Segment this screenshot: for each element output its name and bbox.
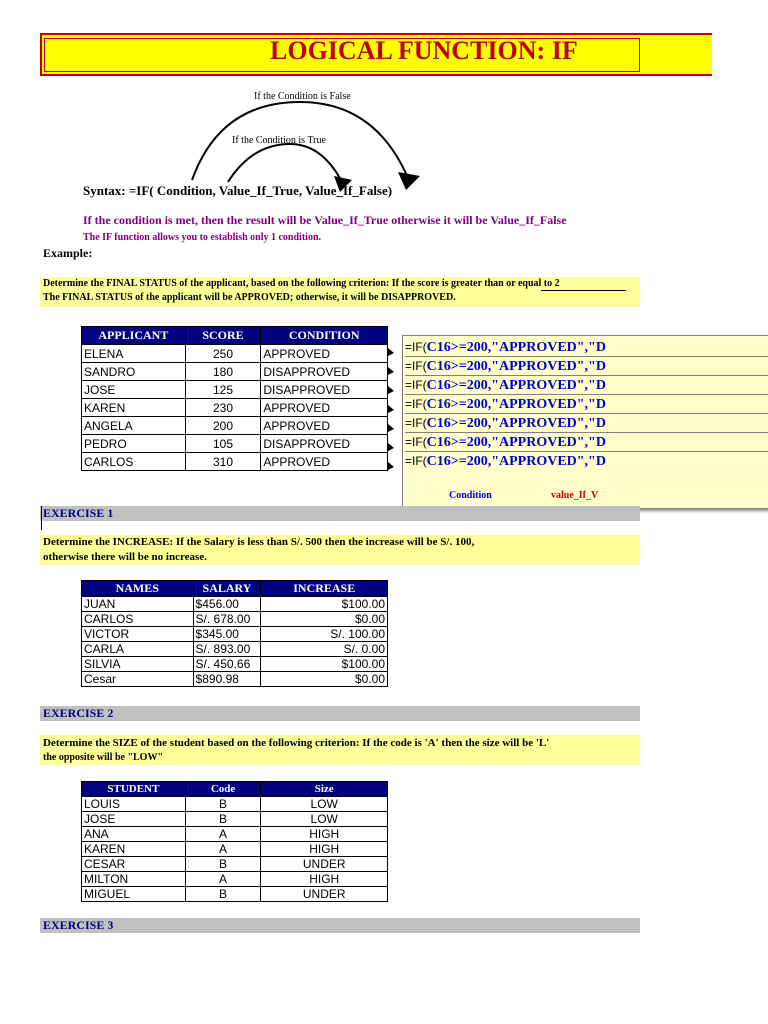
applicant-table — [81, 326, 388, 471]
cell[interactable]: $345.00 — [193, 627, 261, 642]
cell[interactable]: A — [185, 827, 261, 842]
cell-cursor-line — [41, 506, 42, 530]
cell[interactable]: JUAN — [82, 597, 194, 612]
cell[interactable]: UNDER — [261, 857, 388, 872]
formula-body: C16>=200,"APPROVED","D — [426, 378, 606, 393]
salary-table — [81, 580, 388, 687]
student-table — [81, 781, 388, 902]
cell[interactable]: $890.98 — [193, 672, 261, 687]
formula-body: C16>=200,"APPROVED","D — [426, 416, 606, 431]
formula-prefix: =IF( — [405, 435, 427, 449]
cell[interactable]: B — [185, 887, 261, 902]
cell[interactable]: APPROVED — [261, 345, 388, 363]
cell[interactable]: SILVIA — [82, 657, 194, 672]
table-row — [82, 857, 388, 872]
table-row — [82, 381, 388, 399]
table-row — [82, 345, 388, 363]
table-row — [82, 642, 388, 657]
cell[interactable]: 125 — [185, 381, 261, 399]
cell[interactable]: HIGH — [261, 872, 388, 887]
table-row — [82, 435, 388, 453]
exercise-2-criterion-1: Determine the SIZE of the student based on the following criterion: If the code is 'A' then the size will be 'L' — [43, 737, 550, 749]
cell[interactable]: DISAPPROVED — [261, 363, 388, 381]
formula-row — [405, 395, 768, 414]
cell[interactable]: 200 — [185, 417, 261, 435]
cell[interactable]: HIGH — [261, 827, 388, 842]
cell[interactable]: SANDRO — [82, 363, 186, 381]
cell[interactable]: LOW — [261, 812, 388, 827]
cell[interactable]: 105 — [185, 435, 261, 453]
table-row — [82, 417, 388, 435]
exercise-3-label: EXERCISE 3 — [43, 918, 114, 932]
table-row — [82, 887, 388, 902]
exercise-1-label: EXERCISE 1 — [43, 506, 114, 520]
col-condition-header: CONDITION — [261, 327, 388, 345]
cell[interactable]: S/. 100.00 — [261, 627, 388, 642]
explanation-1: If the condition is met, then the result will be Value_If_True otherwise it will be Value_If_False — [83, 213, 567, 227]
cell[interactable]: 180 — [185, 363, 261, 381]
cell[interactable]: S/. 893.00 — [193, 642, 261, 657]
cell[interactable]: CARLA — [82, 642, 194, 657]
cell[interactable]: ANA — [82, 827, 186, 842]
exercise-2-criterion-2: the opposite will be "LOW" — [43, 752, 163, 763]
formula-body: C16>=200,"APPROVED","D — [426, 454, 606, 469]
cell[interactable]: APPROVED — [261, 417, 388, 435]
formula-body: C16>=200,"APPROVED","D — [426, 397, 606, 412]
cell[interactable]: APPROVED — [261, 399, 388, 417]
cell[interactable]: B — [185, 797, 261, 812]
table-row — [82, 657, 388, 672]
cell[interactable]: LOW — [261, 797, 388, 812]
col-code-header: Code — [185, 782, 261, 797]
cell[interactable]: $456.00 — [193, 597, 261, 612]
pointer-icon — [388, 424, 394, 432]
formula-row — [405, 357, 768, 376]
cell[interactable]: S/. 678.00 — [193, 612, 261, 627]
cell[interactable]: CARLOS — [82, 453, 186, 471]
pointer-icon — [388, 462, 394, 470]
cell[interactable]: $0.00 — [261, 612, 388, 627]
cell[interactable]: A — [185, 842, 261, 857]
formula-row — [405, 376, 768, 395]
table-row — [82, 453, 388, 471]
cell[interactable]: $100.00 — [261, 597, 388, 612]
cell[interactable]: B — [185, 857, 261, 872]
example-label: Example: — [43, 246, 93, 260]
pointer-icon — [388, 405, 394, 413]
cell[interactable]: LOUIS — [82, 797, 186, 812]
cell[interactable]: KAREN — [82, 399, 186, 417]
example-criterion-2: The FINAL STATUS of the applicant will be APPROVED; otherwise, it will be DISAPPROVED. — [43, 292, 456, 303]
pointer-icon — [388, 443, 394, 451]
cell[interactable]: S/. 0.00 — [261, 642, 388, 657]
formula-body: C16>=200,"APPROVED","D — [426, 340, 606, 355]
col-increase-header: INCREASE — [261, 581, 388, 597]
page-title: LOGICAL FUNCTION: IF — [270, 36, 578, 65]
panel-condition-label: Condition — [449, 490, 492, 501]
cell[interactable]: UNDER — [261, 887, 388, 902]
col-size-header: Size — [261, 782, 388, 797]
exercise-1-criterion-1: Determine the INCREASE: If the Salary is less than S/. 500 then the increase will be S/. 100, — [43, 536, 475, 548]
formula-row — [405, 452, 768, 470]
cell[interactable]: CESAR — [82, 857, 186, 872]
col-score-header: SCORE — [185, 327, 261, 345]
formula-body: C16>=200,"APPROVED","D — [426, 359, 606, 374]
cell[interactable]: CARLOS — [82, 612, 194, 627]
cell[interactable]: 310 — [185, 453, 261, 471]
criterion-underline — [541, 290, 626, 291]
cell[interactable]: B — [185, 812, 261, 827]
pointer-icon — [388, 367, 394, 375]
col-student-header: STUDENT — [82, 782, 186, 797]
cell[interactable]: Cesar — [82, 672, 194, 687]
cell[interactable]: APPROVED — [261, 453, 388, 471]
if-syntax-arrow-diagram — [180, 100, 430, 195]
formula-prefix: =IF( — [405, 359, 427, 373]
cell[interactable]: S/. 450.66 — [193, 657, 261, 672]
pointer-icon — [388, 386, 394, 394]
exercise-2-bar — [40, 706, 640, 721]
false-label: If the Condition is False — [254, 91, 351, 102]
cell[interactable]: KAREN — [82, 842, 186, 857]
cell[interactable]: 230 — [185, 399, 261, 417]
true-label: If the Condition is True — [232, 135, 326, 146]
true-branch-arc — [228, 144, 342, 182]
table-row — [82, 827, 388, 842]
formula-prefix: =IF( — [405, 397, 427, 411]
table-row — [82, 672, 388, 687]
table-row — [82, 812, 388, 827]
cell[interactable]: 250 — [185, 345, 261, 363]
cell[interactable]: DISAPPROVED — [261, 381, 388, 399]
col-salary-header: SALARY — [193, 581, 261, 597]
table-row — [82, 842, 388, 857]
formula-prefix: =IF( — [405, 454, 427, 468]
cell[interactable]: HIGH — [261, 842, 388, 857]
exercise-1-bar — [40, 506, 640, 521]
cell[interactable]: JOSE — [82, 381, 186, 399]
formula-row — [405, 338, 768, 357]
exercise-3-bar — [40, 918, 640, 933]
table-row — [82, 797, 388, 812]
table-row — [82, 399, 388, 417]
col-names-header: NAMES — [82, 581, 194, 597]
table-row — [82, 597, 388, 612]
table-row — [82, 627, 388, 642]
cell[interactable]: A — [185, 872, 261, 887]
cell[interactable]: ELENA — [82, 345, 186, 363]
false-branch-arrowhead-icon — [398, 172, 420, 190]
cell[interactable]: $100.00 — [261, 657, 388, 672]
formula-body: C16>=200,"APPROVED","D — [426, 435, 606, 450]
pointer-icon — [388, 348, 394, 356]
cell[interactable]: $0.00 — [261, 672, 388, 687]
exercise-2-label: EXERCISE 2 — [43, 706, 114, 720]
cell[interactable]: PEDRO — [82, 435, 186, 453]
example-criterion-1: Determine the FINAL STATUS of the applicant, based on the following criterion: If the score is greater than or equal to 2 — [43, 278, 560, 289]
exercise-1-criterion-2: otherwise there will be no increase. — [43, 551, 207, 563]
formula-comment-panel — [402, 335, 768, 509]
cell[interactable]: MIGUEL — [82, 887, 186, 902]
formula-prefix: =IF( — [405, 340, 427, 354]
formula-prefix: =IF( — [405, 378, 427, 392]
cell[interactable]: MILTON — [82, 872, 186, 887]
panel-value-label: value_If_V — [551, 490, 599, 501]
cell[interactable]: JOSE — [82, 812, 186, 827]
cell[interactable]: ANGELA — [82, 417, 186, 435]
table-row — [82, 872, 388, 887]
formula-prefix: =IF( — [405, 416, 427, 430]
explanation-2: The IF function allows you to establish only 1 condition. — [83, 232, 322, 243]
formula-row — [405, 414, 768, 433]
formula-row — [405, 433, 768, 452]
cell[interactable]: DISAPPROVED — [261, 435, 388, 453]
syntax-line: Syntax: =IF( Condition, Value_If_True, Value_If_False) — [83, 183, 393, 198]
table-row — [82, 612, 388, 627]
col-applicant-header: APPLICANT — [82, 327, 186, 345]
table-row — [82, 363, 388, 381]
cell[interactable]: VICTOR — [82, 627, 194, 642]
